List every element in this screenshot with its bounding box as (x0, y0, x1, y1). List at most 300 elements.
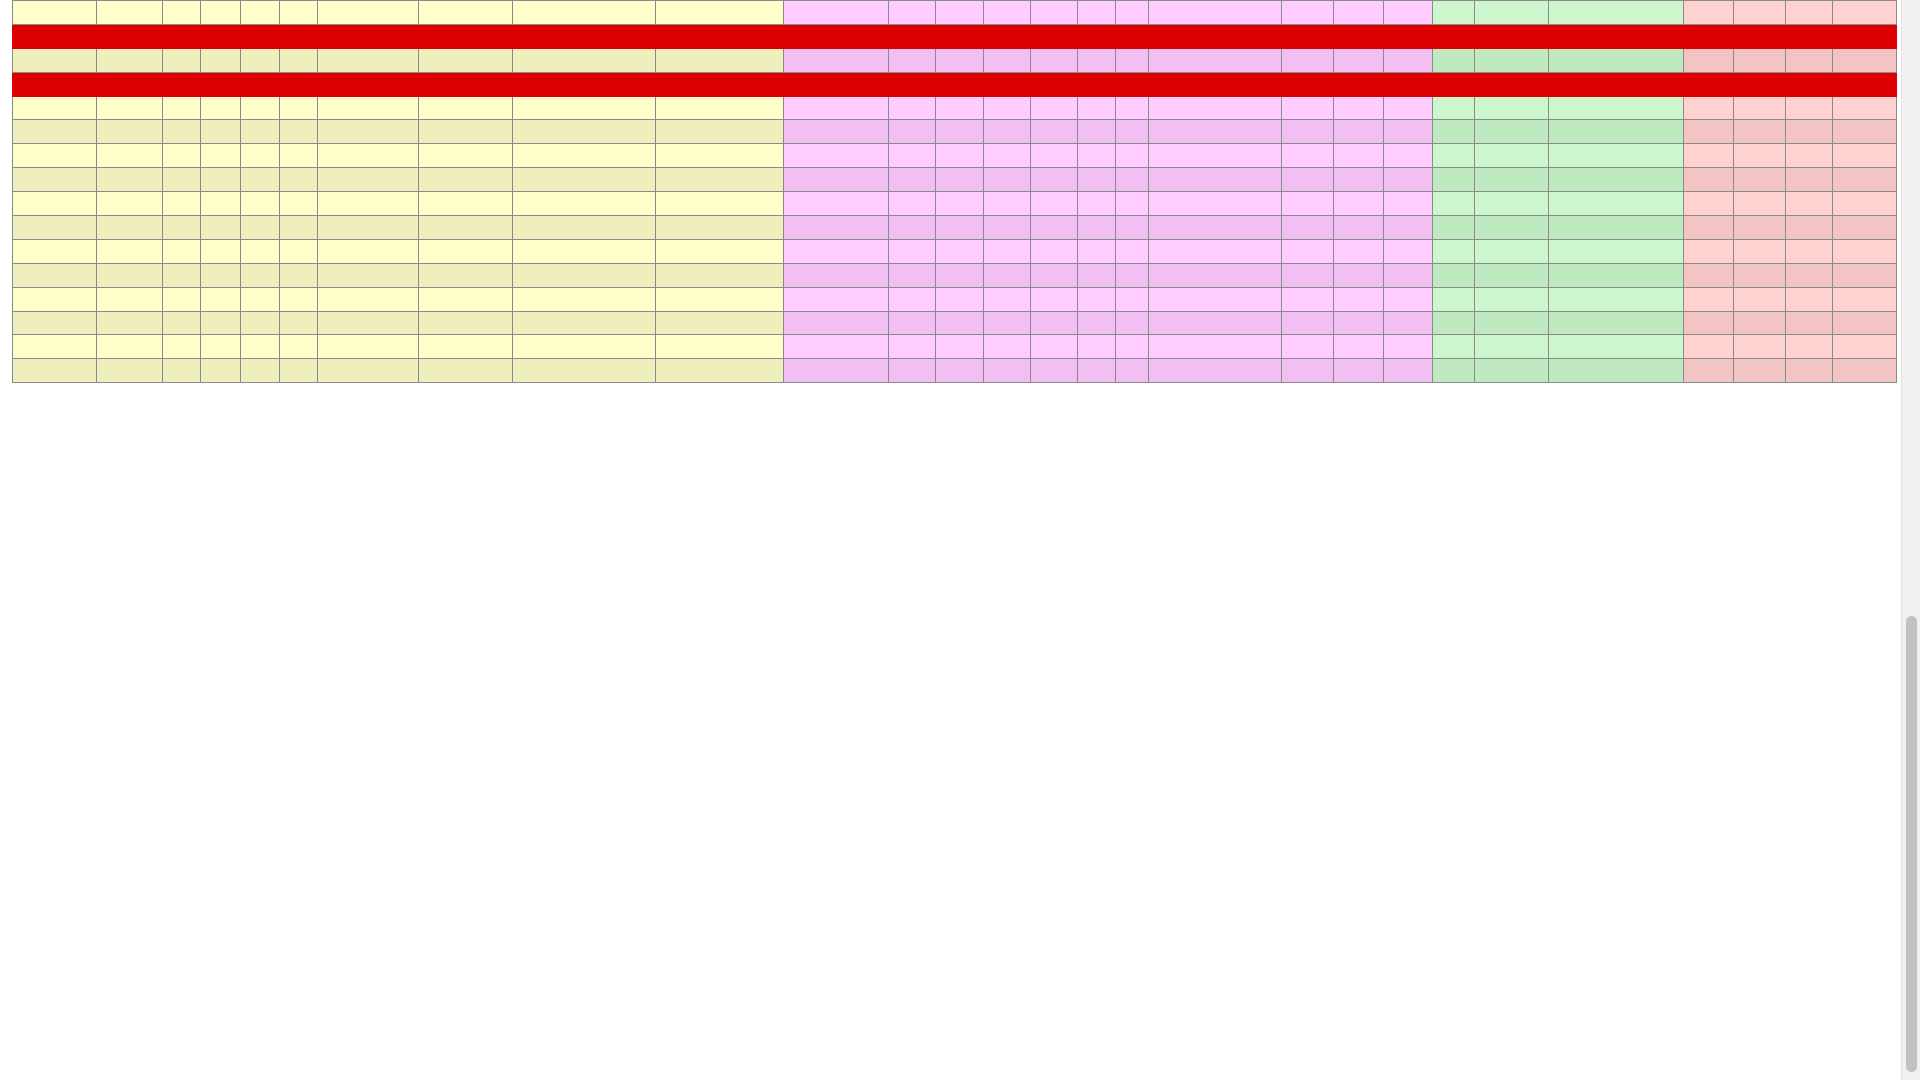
scrollbar-thumb[interactable] (1906, 616, 1917, 1072)
cell-volt-5 (1785, 48, 1832, 72)
cell-cpu-kern1 (888, 48, 935, 72)
cell-hdd1 (1281, 239, 1334, 263)
cell-hdd3 (1383, 335, 1432, 359)
cell-aux (1115, 120, 1148, 144)
cell-volt-5 (1785, 96, 1832, 120)
cell-hdd3 (1383, 359, 1432, 383)
vertical-scrollbar[interactable] (1901, 0, 1920, 1080)
cell-volt-5 (1785, 120, 1832, 144)
cell-hdd1 (1281, 287, 1334, 311)
cell-cpu-kern3 (983, 239, 1030, 263)
cell-cpu-kern2 (936, 263, 983, 287)
cell-zeit (96, 335, 162, 359)
cell-cpu-kern4 (1031, 96, 1077, 120)
cell-zeit (96, 48, 162, 72)
cell-cpu-kern1 (888, 120, 935, 144)
cell-benutzter-videospeicher (512, 216, 655, 240)
cell-cpu-kern2 (936, 1, 983, 25)
cell-zeit (96, 263, 162, 287)
cell-benutzter-videospeicher (512, 335, 655, 359)
cell-vbat (1833, 168, 1897, 192)
cell-freier-videospeicher (656, 144, 783, 168)
cell-aux (1115, 48, 1148, 72)
cell-cpu4 (279, 1, 317, 25)
cell-stromversorgung-fan (1549, 263, 1683, 287)
cell-cpu2 (200, 96, 240, 120)
cell-hdd2 (1334, 359, 1383, 383)
cell-cpu-kern2 (936, 120, 983, 144)
cell-cpu1 (162, 359, 200, 383)
cell-cpu-fan (1433, 359, 1474, 383)
table-row (13, 168, 1897, 192)
cell-hdd2 (1334, 120, 1383, 144)
cell-volt-5 (1785, 239, 1832, 263)
cell-hdd2 (1334, 216, 1383, 240)
table-row (13, 311, 1897, 335)
cell-vbat (1833, 263, 1897, 287)
cell-gehaeuse-fan (1474, 359, 1549, 383)
cell-cpu-kern3 (983, 216, 1030, 240)
cell-cpu-kern4 (1031, 1, 1077, 25)
process-separator-row (13, 24, 1897, 48)
cell-gpu (1149, 48, 1281, 72)
cell-hdd3 (1383, 311, 1432, 335)
cell-stromversorgung-fan (1549, 287, 1683, 311)
table-row (13, 48, 1897, 72)
cell-cpu4 (279, 311, 317, 335)
cell-volt-2-5 (1734, 239, 1786, 263)
cell-aux (1115, 287, 1148, 311)
cell-cpu-kern4 (1031, 168, 1077, 192)
cell-datum (13, 120, 97, 144)
cell-stromversorgung-fan (1549, 144, 1683, 168)
cell-cpu-kern1 (888, 239, 935, 263)
cell-stromversorgung-fan (1549, 96, 1683, 120)
cell-volt-2-5 (1734, 359, 1786, 383)
cell-aux (1115, 192, 1148, 216)
cell-stromversorgung-fan (1549, 48, 1683, 72)
cell-volt-2-5 (1734, 144, 1786, 168)
sensor-log-container (12, 0, 1897, 383)
cell-cpu-kern-volt (1683, 311, 1734, 335)
cell-motherboard (783, 1, 888, 25)
cell-cpu-kern2 (936, 216, 983, 240)
cell-gpu (1149, 311, 1281, 335)
cell-motherboard (783, 263, 888, 287)
cell-cpu3 (241, 311, 279, 335)
cell-hdd1 (1281, 96, 1334, 120)
cell-freier-speicher (419, 96, 513, 120)
cell-cpu-kern4 (1031, 359, 1077, 383)
cell-volt-5 (1785, 144, 1832, 168)
cell-hdd1 (1281, 192, 1334, 216)
cell-cpu4 (279, 359, 317, 383)
cell-vbat (1833, 311, 1897, 335)
cell-volt-2-5 (1734, 263, 1786, 287)
cell-cpu-kern1 (888, 263, 935, 287)
cell-motherboard (783, 144, 888, 168)
cell-freier-videospeicher (656, 120, 783, 144)
table-row (13, 239, 1897, 263)
cell-aux (1115, 216, 1148, 240)
cell-zeit (96, 287, 162, 311)
table-row (13, 192, 1897, 216)
cell-belegter-speicher (318, 1, 419, 25)
cell-cpu-kern-volt (1683, 1, 1734, 25)
cell-cpu2 (200, 144, 240, 168)
cell-benutzter-videospeicher (512, 48, 655, 72)
cell-belegter-speicher (318, 263, 419, 287)
table-row (13, 287, 1897, 311)
cell-cpu-kern4 (1031, 239, 1077, 263)
cell-gehaeuse-fan (1474, 311, 1549, 335)
cell-cpu-kern4 (1031, 48, 1077, 72)
cell-vbat (1833, 48, 1897, 72)
cell-belegter-speicher (318, 168, 419, 192)
cell-cpu-kern1 (888, 335, 935, 359)
cell-cpu-fan (1433, 48, 1474, 72)
cell-hdd2 (1334, 96, 1383, 120)
table-row (13, 120, 1897, 144)
cell-cpu-kern1 (888, 192, 935, 216)
cell-datum (13, 168, 97, 192)
cell-vbat (1833, 192, 1897, 216)
cell-gehaeuse-fan (1474, 192, 1549, 216)
cell-cpu3 (241, 287, 279, 311)
cell-benutzter-videospeicher (512, 168, 655, 192)
cell-cpu4 (279, 335, 317, 359)
cell-cpu-kern4 (1031, 144, 1077, 168)
cell-hdd2 (1334, 287, 1383, 311)
sensor-log-table (12, 0, 1897, 383)
cell-mcp (1077, 239, 1115, 263)
cell-cpu-kern3 (983, 144, 1030, 168)
cell-motherboard (783, 287, 888, 311)
cell-aux (1115, 239, 1148, 263)
cell-gpu (1149, 239, 1281, 263)
cell-zeit (96, 144, 162, 168)
cell-aux (1115, 1, 1148, 25)
cell-cpu3 (241, 144, 279, 168)
cell-cpu-kern2 (936, 144, 983, 168)
cell-cpu1 (162, 1, 200, 25)
cell-gpu (1149, 216, 1281, 240)
cell-cpu4 (279, 168, 317, 192)
cell-volt-5 (1785, 359, 1832, 383)
cell-vbat (1833, 335, 1897, 359)
cell-hdd3 (1383, 239, 1432, 263)
process-separator-row (13, 72, 1897, 96)
cell-zeit (96, 96, 162, 120)
cell-vbat (1833, 216, 1897, 240)
cell-hdd3 (1383, 287, 1432, 311)
cell-cpu-kern4 (1031, 335, 1077, 359)
cell-cpu1 (162, 144, 200, 168)
cell-hdd2 (1334, 192, 1383, 216)
cell-gehaeuse-fan (1474, 239, 1549, 263)
cell-gpu (1149, 287, 1281, 311)
cell-cpu2 (200, 239, 240, 263)
cell-cpu3 (241, 120, 279, 144)
cell-volt-2-5 (1734, 1, 1786, 25)
table-row (13, 263, 1897, 287)
cell-freier-videospeicher (656, 96, 783, 120)
process-separator-label (13, 72, 1897, 96)
table-row (13, 96, 1897, 120)
cell-cpu-kern1 (888, 168, 935, 192)
cell-cpu-kern1 (888, 216, 935, 240)
cell-cpu2 (200, 120, 240, 144)
cell-cpu1 (162, 311, 200, 335)
cell-cpu1 (162, 120, 200, 144)
cell-cpu4 (279, 48, 317, 72)
cell-cpu3 (241, 96, 279, 120)
cell-cpu1 (162, 48, 200, 72)
cell-motherboard (783, 120, 888, 144)
cell-cpu-kern-volt (1683, 144, 1734, 168)
cell-cpu3 (241, 216, 279, 240)
cell-cpu4 (279, 120, 317, 144)
cell-zeit (96, 1, 162, 25)
cell-datum (13, 216, 97, 240)
cell-datum (13, 48, 97, 72)
cell-vbat (1833, 287, 1897, 311)
cell-hdd2 (1334, 239, 1383, 263)
cell-datum (13, 1, 97, 25)
table-row (13, 144, 1897, 168)
cell-cpu2 (200, 1, 240, 25)
table-row (13, 359, 1897, 383)
cell-vbat (1833, 359, 1897, 383)
cell-cpu-fan (1433, 216, 1474, 240)
cell-motherboard (783, 192, 888, 216)
cell-mcp (1077, 144, 1115, 168)
cell-zeit (96, 120, 162, 144)
cell-cpu3 (241, 48, 279, 72)
cell-cpu-fan (1433, 239, 1474, 263)
cell-stromversorgung-fan (1549, 192, 1683, 216)
cell-cpu2 (200, 48, 240, 72)
cell-cpu-kern3 (983, 287, 1030, 311)
cell-aux (1115, 263, 1148, 287)
cell-freier-videospeicher (656, 1, 783, 25)
cell-datum (13, 263, 97, 287)
cell-hdd3 (1383, 1, 1432, 25)
cell-cpu-fan (1433, 1, 1474, 25)
cell-cpu3 (241, 335, 279, 359)
sensor-log-body (13, 1, 1897, 383)
cell-hdd2 (1334, 311, 1383, 335)
cell-freier-speicher (419, 287, 513, 311)
cell-cpu-kern2 (936, 239, 983, 263)
cell-benutzter-videospeicher (512, 96, 655, 120)
cell-cpu-kern2 (936, 48, 983, 72)
cell-volt-2-5 (1734, 287, 1786, 311)
cell-freier-speicher (419, 144, 513, 168)
cell-datum (13, 96, 97, 120)
cell-hdd2 (1334, 1, 1383, 25)
cell-cpu-kern3 (983, 311, 1030, 335)
cell-vbat (1833, 1, 1897, 25)
cell-cpu2 (200, 359, 240, 383)
cell-cpu-kern3 (983, 96, 1030, 120)
cell-gehaeuse-fan (1474, 96, 1549, 120)
cell-datum (13, 359, 97, 383)
cell-cpu2 (200, 168, 240, 192)
cell-mcp (1077, 192, 1115, 216)
cell-belegter-speicher (318, 192, 419, 216)
cell-datum (13, 287, 97, 311)
cell-hdd2 (1334, 168, 1383, 192)
cell-cpu-kern4 (1031, 263, 1077, 287)
cell-aux (1115, 311, 1148, 335)
cell-mcp (1077, 216, 1115, 240)
cell-freier-videospeicher (656, 359, 783, 383)
cell-gehaeuse-fan (1474, 1, 1549, 25)
cell-volt-2-5 (1734, 335, 1786, 359)
cell-volt-2-5 (1734, 168, 1786, 192)
cell-volt-2-5 (1734, 311, 1786, 335)
cell-gpu (1149, 96, 1281, 120)
cell-mcp (1077, 48, 1115, 72)
cell-datum (13, 311, 97, 335)
cell-benutzter-videospeicher (512, 311, 655, 335)
cell-cpu-kern4 (1031, 216, 1077, 240)
cell-benutzter-videospeicher (512, 192, 655, 216)
cell-hdd1 (1281, 144, 1334, 168)
cell-cpu1 (162, 216, 200, 240)
cell-cpu-kern-volt (1683, 359, 1734, 383)
cell-cpu2 (200, 263, 240, 287)
cell-stromversorgung-fan (1549, 120, 1683, 144)
cell-gehaeuse-fan (1474, 216, 1549, 240)
cell-cpu-kern3 (983, 192, 1030, 216)
cell-aux (1115, 335, 1148, 359)
cell-cpu-kern-volt (1683, 96, 1734, 120)
cell-gpu (1149, 192, 1281, 216)
cell-freier-speicher (419, 216, 513, 240)
cell-freier-videospeicher (656, 311, 783, 335)
cell-cpu2 (200, 216, 240, 240)
cell-belegter-speicher (318, 96, 419, 120)
cell-hdd1 (1281, 1, 1334, 25)
process-separator-label (13, 24, 1897, 48)
cell-cpu-kern-volt (1683, 192, 1734, 216)
cell-freier-speicher (419, 192, 513, 216)
cell-volt-5 (1785, 335, 1832, 359)
cell-datum (13, 144, 97, 168)
cell-cpu-kern-volt (1683, 120, 1734, 144)
cell-volt-2-5 (1734, 96, 1786, 120)
cell-freier-videospeicher (656, 335, 783, 359)
cell-cpu-kern1 (888, 144, 935, 168)
cell-cpu3 (241, 263, 279, 287)
cell-freier-speicher (419, 359, 513, 383)
cell-benutzter-videospeicher (512, 239, 655, 263)
cell-cpu1 (162, 287, 200, 311)
cell-zeit (96, 311, 162, 335)
cell-gpu (1149, 168, 1281, 192)
cell-hdd1 (1281, 48, 1334, 72)
cell-hdd1 (1281, 120, 1334, 144)
cell-hdd1 (1281, 168, 1334, 192)
cell-cpu-kern3 (983, 263, 1030, 287)
cell-aux (1115, 144, 1148, 168)
cell-cpu-kern4 (1031, 192, 1077, 216)
cell-cpu-kern3 (983, 359, 1030, 383)
cell-mcp (1077, 311, 1115, 335)
cell-gehaeuse-fan (1474, 120, 1549, 144)
cell-hdd2 (1334, 48, 1383, 72)
cell-mcp (1077, 359, 1115, 383)
cell-aux (1115, 96, 1148, 120)
cell-belegter-speicher (318, 287, 419, 311)
cell-cpu-kern1 (888, 311, 935, 335)
cell-aux (1115, 359, 1148, 383)
cell-cpu-kern4 (1031, 287, 1077, 311)
cell-cpu-fan (1433, 120, 1474, 144)
cell-motherboard (783, 239, 888, 263)
cell-datum (13, 335, 97, 359)
cell-cpu3 (241, 239, 279, 263)
cell-hdd1 (1281, 359, 1334, 383)
cell-cpu-kern3 (983, 168, 1030, 192)
cell-stromversorgung-fan (1549, 335, 1683, 359)
cell-cpu-kern1 (888, 1, 935, 25)
cell-mcp (1077, 335, 1115, 359)
cell-freier-videospeicher (656, 192, 783, 216)
cell-gpu (1149, 359, 1281, 383)
cell-benutzter-videospeicher (512, 359, 655, 383)
cell-gpu (1149, 1, 1281, 25)
cell-freier-speicher (419, 263, 513, 287)
cell-hdd2 (1334, 263, 1383, 287)
cell-hdd3 (1383, 263, 1432, 287)
cell-freier-speicher (419, 48, 513, 72)
cell-vbat (1833, 239, 1897, 263)
cell-freier-speicher (419, 335, 513, 359)
cell-volt-2-5 (1734, 216, 1786, 240)
cell-cpu-fan (1433, 168, 1474, 192)
cell-volt-5 (1785, 311, 1832, 335)
cell-gehaeuse-fan (1474, 263, 1549, 287)
cell-cpu-kern-volt (1683, 48, 1734, 72)
cell-motherboard (783, 48, 888, 72)
cell-cpu-kern2 (936, 335, 983, 359)
cell-cpu-kern3 (983, 335, 1030, 359)
cell-motherboard (783, 96, 888, 120)
cell-stromversorgung-fan (1549, 239, 1683, 263)
cell-hdd1 (1281, 311, 1334, 335)
cell-datum (13, 192, 97, 216)
cell-hdd2 (1334, 144, 1383, 168)
cell-hdd1 (1281, 263, 1334, 287)
cell-stromversorgung-fan (1549, 1, 1683, 25)
cell-datum (13, 239, 97, 263)
cell-motherboard (783, 335, 888, 359)
cell-freier-videospeicher (656, 168, 783, 192)
cell-belegter-speicher (318, 120, 419, 144)
cell-mcp (1077, 96, 1115, 120)
cell-benutzter-videospeicher (512, 120, 655, 144)
cell-volt-5 (1785, 216, 1832, 240)
cell-cpu-kern2 (936, 168, 983, 192)
cell-hdd2 (1334, 335, 1383, 359)
cell-cpu2 (200, 335, 240, 359)
cell-hdd3 (1383, 144, 1432, 168)
cell-gehaeuse-fan (1474, 168, 1549, 192)
cell-cpu-kern3 (983, 48, 1030, 72)
